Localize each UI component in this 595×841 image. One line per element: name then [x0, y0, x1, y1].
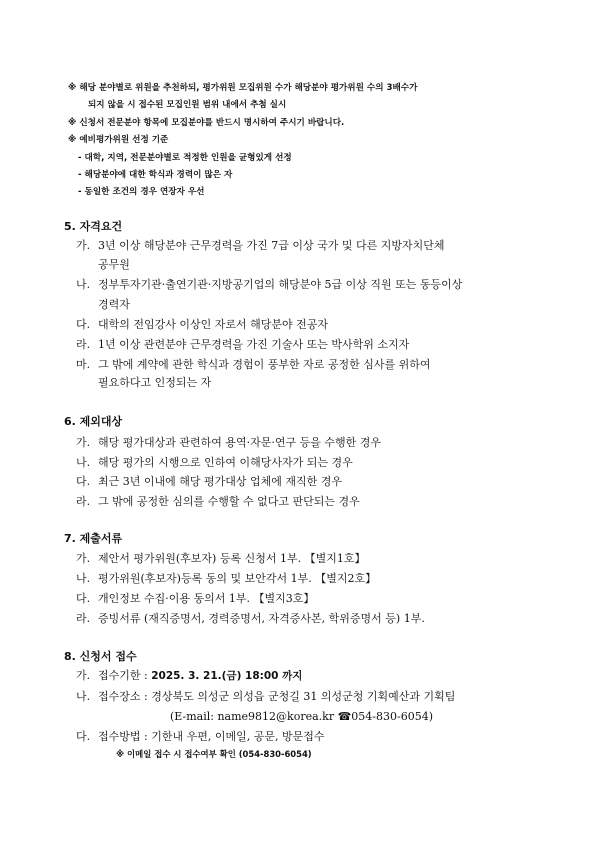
s8-item-c	[76, 728, 324, 745]
item-text: 1년 이상 관련분야 근무경력을 가진 기술사 또는 박사학위 소지자	[98, 338, 410, 351]
note-criteria: ※ 예비평가위원 선정 기준	[68, 135, 169, 145]
s5-item-b	[76, 276, 462, 293]
s6-item-b	[76, 454, 353, 471]
item-text: 해당 평가의 시행으로 인하여 이해당사자가 되는 경우	[98, 456, 353, 469]
s7-item-c	[76, 590, 314, 607]
email-confirm-note: ※ 이메일 접수 시 접수여부 확인 (054-830-6054)	[116, 749, 312, 759]
item-text: 정부투자기관·출연기관·지방공기업의 해당분야 5급 이상 직원 또는 동등이상	[98, 278, 463, 291]
item-text: 대학의 전임강사 이상인 자로서 해당분야 전공자	[98, 318, 329, 331]
criteria-item-2: - 해당분야에 대한 학식과 경력이 많은 자	[78, 170, 233, 180]
method-value: 기한내 우편, 이메일, 공문, 방문접수	[151, 730, 325, 743]
list-marker: 나.	[76, 456, 91, 469]
section-7-title: 7. 제출서류	[64, 532, 123, 545]
s7-item-d	[76, 610, 425, 627]
s8-item-a	[76, 667, 302, 685]
item-text: 그 밖에 계약에 관한 학식과 경험이 풍부한 자로 공정한 심사를 위하여	[98, 358, 431, 371]
list-marker: 다.	[76, 475, 91, 488]
list-marker: 가.	[76, 669, 91, 682]
s5-item-a-cont: 공무원	[98, 258, 130, 271]
item-text: 해당 평가대상과 관련하여 용역·자문·연구 등을 수행한 경우	[98, 436, 381, 449]
list-marker: 라.	[76, 495, 91, 508]
s5-item-d	[76, 336, 409, 353]
list-marker: 라.	[76, 338, 91, 351]
section-6-title: 6. 제외대상	[64, 415, 123, 428]
list-marker: 가.	[76, 552, 91, 565]
item-text: 그 밖에 공정한 심의를 수행할 수 없다고 판단되는 경우	[98, 495, 360, 508]
item-text: 최근 3년 이내에 해당 평가대상 업체에 재직한 경우	[98, 475, 342, 488]
note-recommend-line2: 되지 않을 시 접수된 모집인원 범위 내에서 추첨 실시	[88, 100, 287, 110]
list-marker: 나.	[76, 690, 91, 703]
method-label: 접수방법 :	[98, 730, 152, 743]
deadline-value: 2025. 3. 21.(금) 18:00 까지	[151, 670, 303, 682]
item-text: 평가위원(후보자)등록 동의 및 보안각서 1부. 【별지2호】	[98, 572, 377, 585]
section-5-title: 5. 자격요건	[64, 220, 123, 233]
s5-item-a	[76, 237, 445, 254]
location-label: 접수장소 :	[98, 690, 152, 703]
s5-item-e-cont: 필요하다고 인정되는 자	[98, 376, 212, 389]
s7-item-a	[76, 550, 365, 567]
list-marker: 다.	[76, 592, 91, 605]
section-8-title: 8. 신청서 접수	[64, 650, 137, 663]
list-marker: 나.	[76, 278, 91, 291]
location-value: 경상북도 의성군 의성읍 군청길 31 의성군청 기획예산과 기획팀	[151, 690, 456, 703]
criteria-item-3: - 동일한 조건의 경우 연장자 우선	[78, 187, 205, 197]
note-specialty: ※ 신청서 전문분야 항목에 모집분야를 반드시 명시하여 주시기 바랍니다.	[68, 118, 345, 128]
list-marker: 나.	[76, 572, 91, 585]
s7-item-b	[76, 570, 376, 587]
list-marker: 다.	[76, 730, 91, 743]
list-marker: 라.	[76, 612, 91, 625]
list-marker: 마.	[76, 358, 91, 371]
s5-item-e	[76, 356, 431, 373]
deadline-label: 접수기한 :	[98, 669, 152, 682]
list-marker: 가.	[76, 239, 91, 252]
item-text: 증빙서류 (재직증명서, 경력증명서, 자격증사본, 학위증명서 등) 1부.	[98, 612, 425, 625]
s8-item-b	[76, 688, 455, 705]
s6-item-a	[76, 434, 381, 451]
s6-item-d	[76, 493, 360, 510]
note-recommend-line1: ※ 해당 분야별로 위원을 추천하되, 평가위원 모집위원 수가 해당분야 평가위원 수의 3배수가	[68, 83, 418, 93]
s5-item-c	[76, 316, 328, 333]
s5-item-b-cont: 경력자	[98, 298, 130, 311]
item-text: 3년 이상 해당분야 근무경력을 가진 7급 이상 국가 및 다른 지방자치단체	[98, 239, 445, 252]
item-text: 제안서 평가위원(후보자) 등록 신청서 1부. 【별지1호】	[98, 552, 366, 565]
item-text: 개인정보 수집·이용 동의서 1부. 【별지3호】	[98, 592, 315, 605]
criteria-item-1: - 대학, 지역, 전문분야별로 적정한 인원을 균형있게 선정	[78, 153, 292, 163]
list-marker: 다.	[76, 318, 91, 331]
list-marker: 가.	[76, 436, 91, 449]
s6-item-c	[76, 473, 342, 490]
contact-info: (E-mail: name9812@korea.kr ☎054-830-6054)	[170, 710, 433, 723]
